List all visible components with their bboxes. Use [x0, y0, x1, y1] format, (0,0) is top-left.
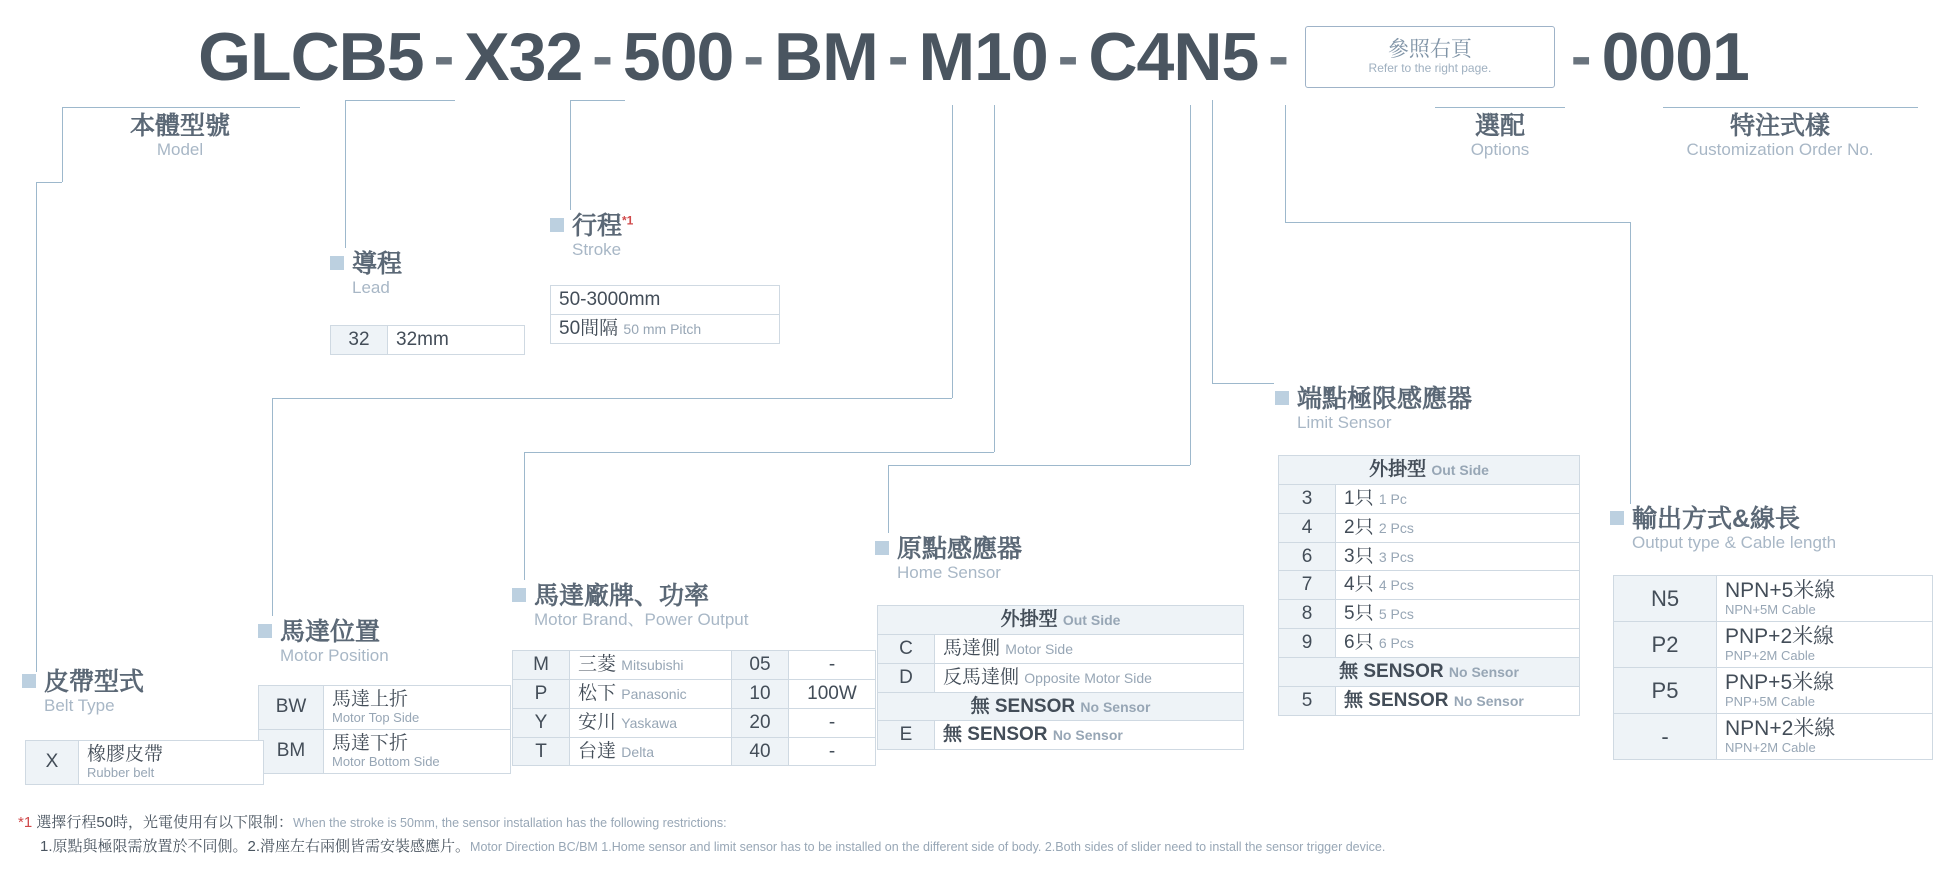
table-row — [1614, 668, 1933, 714]
code-segment-custom: 0001 — [1601, 19, 1749, 95]
limit-no-sensor-header: 無 SENSOR No Sensor — [1279, 657, 1580, 686]
home-key: C — [878, 634, 935, 663]
limit-sensor-header: 外掛型 Out Side — [1279, 456, 1580, 485]
leader-line — [524, 452, 994, 453]
stroke-footnote-mark: *1 — [622, 213, 634, 228]
limit-key: 8 — [1279, 600, 1336, 629]
home-value: 馬達側 Motor Side — [935, 634, 1244, 663]
table-row — [26, 741, 264, 785]
home-value: 反馬達側 Opposite Motor Side — [935, 663, 1244, 692]
table-row — [551, 314, 780, 343]
home-key: E — [878, 721, 935, 750]
brand-value: 安川 Yaskawa — [570, 708, 732, 737]
limit-value: 5只 5 Pcs — [1336, 600, 1580, 629]
brand-key: P — [513, 679, 570, 708]
callout-options-cn: 選配 — [1474, 112, 1525, 140]
bullet-square-icon — [22, 674, 36, 688]
callout-model-cn: 本體型號 — [129, 112, 230, 140]
callout-model — [60, 112, 300, 159]
leader-line — [1435, 107, 1565, 108]
leader-line — [888, 465, 1190, 466]
output-value: NPN+5米線 NPN+5M Cable — [1717, 576, 1933, 622]
callout-custom-cn: 特注式樣 — [1729, 112, 1830, 140]
table-row — [1279, 600, 1580, 629]
code-separator: - — [592, 22, 613, 91]
leader-line — [524, 452, 525, 580]
callout-options-en: Options — [1470, 140, 1530, 159]
power-value: - — [789, 651, 876, 680]
code-segment-belt-lead: X32 — [464, 19, 583, 95]
callout-limit-sensor-cn: 端點極限感應器 — [1275, 385, 1472, 413]
table-home-sensor — [877, 605, 1244, 750]
power-key: 20 — [732, 708, 789, 737]
callout-output-en: Output type & Cable length — [1632, 533, 1837, 552]
power-value: - — [789, 737, 876, 766]
table-row — [259, 729, 511, 773]
home-value: 無 SENSOR No Sensor — [935, 721, 1244, 750]
callout-lead-cn: 導程 — [330, 250, 402, 278]
table-row — [1279, 657, 1580, 686]
footnote-line-1-en: When the stroke is 50mm, the sensor installation has the following restrictions: — [293, 816, 727, 830]
callout-motor-brand-en: Motor Brand、Power Output — [534, 610, 749, 629]
code-segment-motor-brand: M10 — [918, 19, 1048, 95]
leader-line — [570, 100, 625, 101]
code-separator: - — [1057, 22, 1079, 91]
limit-value: 4只 4 Pcs — [1336, 571, 1580, 600]
leader-line — [888, 465, 889, 533]
callout-belt-type-cn: 皮帶型式 — [22, 668, 144, 696]
callout-stroke — [550, 212, 633, 259]
footnote-line-2 — [18, 835, 1918, 859]
table-row — [878, 721, 1244, 750]
table-row — [1279, 571, 1580, 600]
table-row — [1279, 484, 1580, 513]
leader-line — [62, 107, 63, 182]
callout-custom — [1620, 112, 1940, 159]
table-row — [1279, 513, 1580, 542]
code-separator: - — [743, 22, 765, 91]
code-separator: - — [1268, 22, 1289, 91]
brand-key: T — [513, 737, 570, 766]
motor-position-key: BM — [259, 729, 324, 773]
footnote-line-2-en: Motor Direction BC/BM 1.Home sensor and limit sensor has to be installed on the different side of body. 2.Both sides of slider need to install the sensor trigger device. — [470, 839, 1386, 854]
table-row — [513, 679, 876, 708]
callout-motor-position-cn: 馬達位置 — [258, 618, 389, 646]
callout-output — [1610, 505, 1836, 552]
footnote — [18, 812, 1918, 859]
limit-key: 4 — [1279, 513, 1336, 542]
callout-motor-brand-cn: 馬達廠牌、功率 — [512, 582, 748, 610]
part-number-row — [0, 12, 1947, 102]
callout-motor-position — [258, 618, 389, 665]
lead-value: 32mm — [388, 326, 525, 355]
footnote-mark: *1 — [18, 814, 33, 831]
limit-key: 7 — [1279, 571, 1336, 600]
callout-belt-type-en: Belt Type — [44, 696, 115, 715]
belt-value: 橡膠皮帶 Rubber belt — [79, 741, 264, 785]
belt-key: X — [26, 741, 79, 785]
code-segment-stroke: 500 — [622, 19, 734, 95]
output-key: - — [1614, 714, 1717, 760]
limit-value: 無 SENSOR No Sensor — [1336, 686, 1580, 715]
callout-limit-sensor-en: Limit Sensor — [1297, 413, 1392, 432]
output-key: P5 — [1614, 668, 1717, 714]
limit-key: 5 — [1279, 686, 1336, 715]
limit-key: 6 — [1279, 542, 1336, 571]
output-value: NPN+2米線 NPN+2M Cable — [1717, 714, 1933, 760]
table-row — [878, 606, 1244, 635]
table-limit-sensor — [1278, 455, 1580, 716]
table-row — [513, 737, 876, 766]
code-segment-motor-position: BM — [774, 19, 878, 95]
table-row — [1279, 629, 1580, 658]
limit-key: 3 — [1279, 484, 1336, 513]
callout-custom-en: Customization Order No. — [1686, 140, 1874, 159]
table-row — [1279, 542, 1580, 571]
home-key: D — [878, 663, 935, 692]
table-belt-type — [25, 740, 264, 785]
callout-motor-brand — [512, 582, 748, 629]
limit-value: 3只 3 Pcs — [1336, 542, 1580, 571]
table-row — [1614, 576, 1933, 622]
table-row — [1279, 456, 1580, 485]
table-stroke — [550, 285, 780, 344]
callout-home-sensor — [875, 535, 1022, 582]
motor-position-value: 馬達上折 Motor Top Side — [324, 686, 511, 730]
output-value: PNP+5米線 PNP+5M Cable — [1717, 668, 1933, 714]
leader-line — [345, 100, 455, 101]
table-row — [878, 634, 1244, 663]
code-separator: - — [433, 22, 455, 91]
leader-line — [1630, 222, 1631, 504]
brand-key: M — [513, 651, 570, 680]
home-sensor-header: 外掛型 Out Side — [878, 606, 1244, 635]
output-value: PNP+2米線 PNP+2M Cable — [1717, 622, 1933, 668]
table-row — [331, 326, 525, 355]
table-row — [513, 651, 876, 680]
code-segment-options-box — [1305, 26, 1555, 88]
limit-value: 6只 6 Pcs — [1336, 629, 1580, 658]
leader-line — [994, 105, 995, 452]
brand-key: Y — [513, 708, 570, 737]
leader-line — [345, 100, 346, 248]
power-value: 100W — [789, 679, 876, 708]
callout-output-cn: 輸出方式&線長 — [1610, 505, 1836, 533]
motor-position-key: BW — [259, 686, 324, 730]
callout-stroke-cn: 行程$^{*1}$ — [550, 212, 633, 240]
stroke-pitch: 50間隔 50 mm Pitch — [551, 314, 780, 343]
leader-line — [1212, 100, 1213, 383]
table-row — [878, 663, 1244, 692]
leader-line — [952, 105, 953, 398]
home-no-sensor-header: 無 SENSOR No Sensor — [878, 692, 1244, 721]
callout-home-sensor-cn: 原點感應器 — [875, 535, 1022, 563]
leader-line — [1663, 107, 1918, 108]
leader-line — [570, 100, 571, 210]
limit-value: 2只 2 Pcs — [1336, 513, 1580, 542]
limit-key: 9 — [1279, 629, 1336, 658]
lead-key: 32 — [331, 326, 388, 355]
leader-line — [1285, 105, 1286, 222]
table-output — [1613, 575, 1933, 760]
leader-line — [62, 107, 300, 108]
callout-options — [1400, 112, 1600, 159]
table-motor-brand — [512, 650, 876, 766]
callout-model-en: Model — [156, 140, 204, 159]
bullet-square-icon — [258, 624, 272, 638]
stroke-range: 50-3000mm — [551, 286, 780, 315]
code-separator: - — [887, 22, 909, 91]
power-value: - — [789, 708, 876, 737]
bullet-square-icon — [1610, 511, 1624, 525]
bullet-square-icon — [512, 588, 526, 602]
footnote-line-1 — [18, 812, 1918, 835]
callout-home-sensor-en: Home Sensor — [897, 563, 1001, 582]
output-key: N5 — [1614, 576, 1717, 622]
callout-belt-type — [22, 668, 144, 715]
power-key: 40 — [732, 737, 789, 766]
brand-value: 三菱 Mitsubishi — [570, 651, 732, 680]
leader-line — [1190, 105, 1191, 465]
footnote-line-2-cn: 1.原點與極限需放置於不同側。2.滑座左右兩側皆需安裝感應片。 — [40, 837, 471, 855]
table-row — [1614, 622, 1933, 668]
table-row — [878, 692, 1244, 721]
table-row — [551, 286, 780, 315]
table-row — [259, 686, 511, 730]
table-row — [513, 708, 876, 737]
table-motor-position — [258, 685, 511, 774]
callout-lead-en: Lead — [352, 278, 390, 297]
bullet-square-icon — [550, 218, 564, 232]
output-key: P2 — [1614, 622, 1717, 668]
bullet-square-icon — [875, 541, 889, 555]
bullet-square-icon — [330, 256, 344, 270]
power-key: 05 — [732, 651, 789, 680]
table-row — [1614, 714, 1933, 760]
limit-value: 1只 1 Pc — [1336, 484, 1580, 513]
power-key: 10 — [732, 679, 789, 708]
code-segment-sensor: C4N5 — [1088, 19, 1259, 95]
leader-line — [272, 398, 273, 616]
code-separator: - — [1570, 22, 1592, 91]
callout-motor-position-en: Motor Position — [280, 646, 389, 665]
motor-position-value: 馬達下折 Motor Bottom Side — [324, 729, 511, 773]
leader-line — [272, 398, 952, 399]
callout-lead — [330, 250, 402, 297]
table-row — [1279, 686, 1580, 715]
options-box-en: Refer to the right page. — [1368, 60, 1492, 75]
brand-value: 台達 Delta — [570, 737, 732, 766]
table-lead — [330, 325, 525, 355]
callout-limit-sensor — [1275, 385, 1472, 432]
footnote-line-1-cn: 選擇行程50時，光電使用有以下限制： — [36, 814, 294, 831]
bullet-square-icon — [1275, 391, 1289, 405]
leader-line — [36, 182, 37, 672]
leader-line — [1212, 383, 1274, 384]
options-box-cn: 參照右頁 — [1387, 37, 1472, 61]
leader-line — [1285, 222, 1630, 223]
callout-stroke-en: Stroke — [572, 240, 622, 259]
brand-value: 松下 Panasonic — [570, 679, 732, 708]
code-segment-model: GLCB5 — [198, 19, 424, 95]
leader-line — [36, 182, 62, 183]
